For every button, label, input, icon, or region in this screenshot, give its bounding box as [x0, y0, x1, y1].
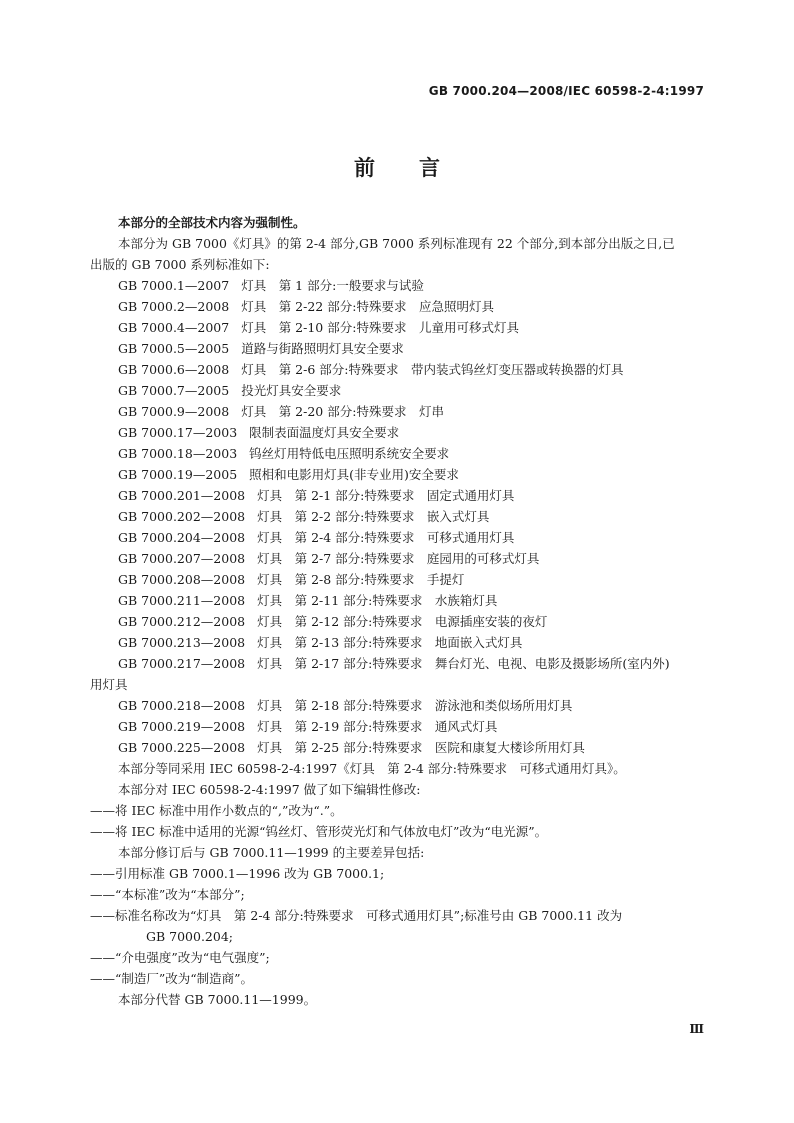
standard-item: GB 7000.1—2007 灯具 第 1 部分:一般要求与试验 [118, 278, 424, 293]
document-body [90, 212, 708, 1010]
standard-code-header: GB 7000.204—2008/IEC 60598-2-4:1997 [428, 84, 704, 98]
standard-item: GB 7000.4—2007 灯具 第 2-10 部分:特殊要求 儿童用可移式灯具 [118, 320, 519, 335]
series-paragraph: 本部分为 GB 7000《灯具》的第 2-4 部分,GB 7000 系列标准现有 22 个部分,到本部分出版之日,已 [118, 236, 675, 251]
difference-item: ——“本标准”改为“本部分”; [90, 887, 245, 902]
standard-item: GB 7000.5—2005 道路与街路照明灯具安全要求 [118, 341, 404, 356]
difference-item: ——引用标准 GB 7000.1—1996 改为 GB 7000.1; [90, 866, 385, 881]
standard-item: GB 7000.208—2008 灯具 第 2-8 部分:特殊要求 手提灯 [118, 572, 465, 587]
standard-item: GB 7000.201—2008 灯具 第 2-1 部分:特殊要求 固定式通用灯具 [118, 488, 515, 503]
standard-item: GB 7000.202—2008 灯具 第 2-2 部分:特殊要求 嵌入式灯具 [118, 509, 490, 524]
standard-item: GB 7000.217—2008 灯具 第 2-17 部分:特殊要求 舞台灯光、电视、电影及摄影场所(室内外) [118, 656, 670, 671]
difference-item: ——标准名称改为“灯具 第 2-4 部分:特殊要求 可移式通用灯具”;标准号由 GB 7000.11 改为 [90, 908, 623, 923]
standard-item: GB 7000.204—2008 灯具 第 2-4 部分:特殊要求 可移式通用灯具 [118, 530, 515, 545]
standard-item: GB 7000.9—2008 灯具 第 2-20 部分:特殊要求 灯串 [118, 404, 444, 419]
replacement-statement: 本部分代替 GB 7000.11—1999。 [118, 992, 317, 1007]
standard-item-cont: 用灯具 [90, 677, 128, 692]
standard-item: GB 7000.17—2003 限制表面温度灯具安全要求 [118, 425, 400, 440]
difference-item: ——“制造厂”改为“制造商”。 [90, 971, 254, 986]
difference-item: ——“介电强度”改为“电气强度”; [90, 950, 270, 965]
standard-item: GB 7000.211—2008 灯具 第 2-11 部分:特殊要求 水族箱灯具 [118, 593, 498, 608]
standards-list [90, 275, 708, 758]
standard-item: GB 7000.19—2005 照相和电影用灯具(非专业用)安全要求 [118, 467, 459, 482]
differences-intro: 本部分修订后与 GB 7000.11—1999 的主要差异包括: [118, 845, 425, 860]
page-number: Ⅲ [689, 1022, 704, 1036]
standard-item: GB 7000.212—2008 灯具 第 2-12 部分:特殊要求 电源插座安装的夜灯 [118, 614, 548, 629]
standard-item: GB 7000.6—2008 灯具 第 2-6 部分:特殊要求 带内装式钨丝灯变压器或转换器的灯具 [118, 362, 624, 377]
difference-item-cont: GB 7000.204; [146, 929, 233, 944]
standard-item: GB 7000.207—2008 灯具 第 2-7 部分:特殊要求 庭园用的可移式灯具 [118, 551, 540, 566]
page-title: 前言 [354, 156, 484, 180]
editorial-item: ——将 IEC 标准中用作小数点的“,”改为“.”。 [90, 803, 343, 818]
standard-item: GB 7000.218—2008 灯具 第 2-18 部分:特殊要求 游泳池和类似场所用灯具 [118, 698, 573, 713]
mandatory-statement: 本部分的全部技术内容为强制性。 [118, 215, 306, 230]
editorial-item: ——将 IEC 标准中适用的光源“钨丝灯、管形荧光灯和气体放电灯”改为“电光源”。 [90, 824, 548, 839]
standard-item: GB 7000.7—2005 投光灯具安全要求 [118, 383, 342, 398]
standard-item: GB 7000.225—2008 灯具 第 2-25 部分:特殊要求 医院和康复大楼诊所用灯具 [118, 740, 585, 755]
series-paragraph-cont: 出版的 GB 7000 系列标准如下: [90, 257, 270, 272]
standard-item: GB 7000.219—2008 灯具 第 2-19 部分:特殊要求 通风式灯具 [118, 719, 498, 734]
standard-item: GB 7000.2—2008 灯具 第 2-22 部分:特殊要求 应急照明灯具 [118, 299, 494, 314]
editorial-intro: 本部分对 IEC 60598-2-4:1997 做了如下编辑性修改: [118, 782, 421, 797]
standard-item: GB 7000.213—2008 灯具 第 2-13 部分:特殊要求 地面嵌入式灯具 [118, 635, 523, 650]
standard-item: GB 7000.18—2003 钨丝灯用特低电压照明系统安全要求 [118, 446, 450, 461]
equivalence-statement: 本部分等同采用 IEC 60598-2-4:1997《灯具 第 2-4 部分:特殊要求 可移式通用灯具》。 [118, 761, 626, 776]
